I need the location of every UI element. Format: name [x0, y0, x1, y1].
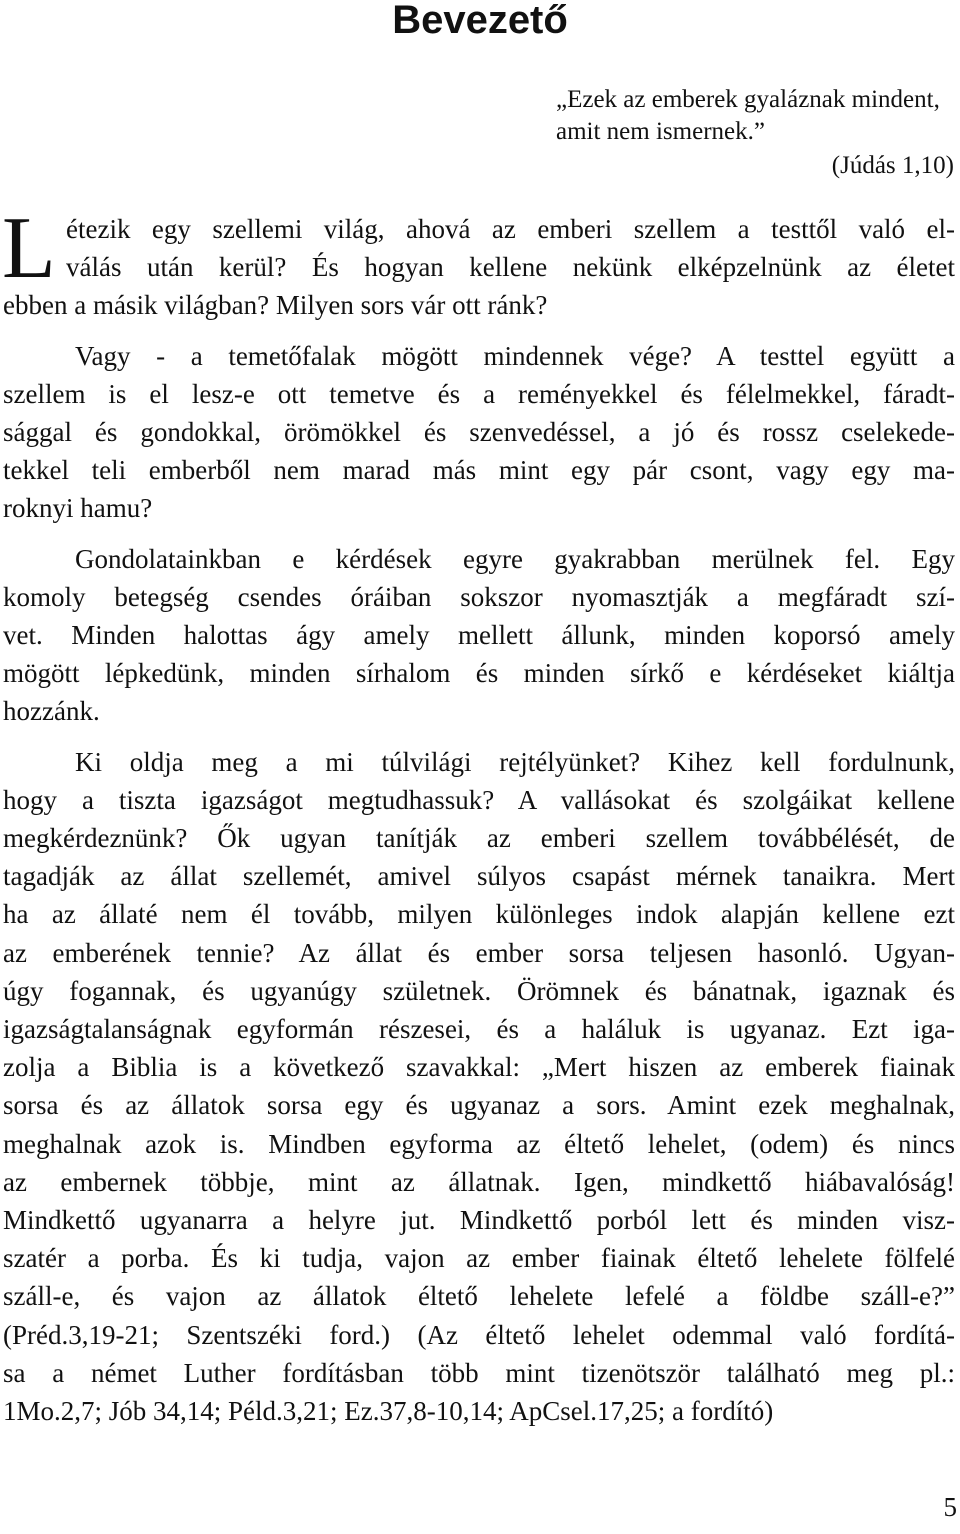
- epigraph-line: „Ezek az emberek gyaláznak mindent,: [556, 86, 940, 113]
- text-line: étezik egy szellemi világ, ahová az emberi szellem a testtől való el-: [66, 214, 955, 244]
- text-line: 1Mo.2,7; Jób 34,14; Péld.3,21; Ez.37,8-10,14; ApCsel.17,25; a fordító): [3, 1396, 774, 1427]
- text-line: szatér a porba. És ki tudja, vajon az ember fiainak éltető lehelete fölfelé: [3, 1243, 955, 1274]
- epigraph-citation: (Júdás 1,10): [831, 152, 954, 179]
- text-line: sa a német Luther fordításban több mint tizenötször található meg pl.:: [3, 1357, 955, 1388]
- text-line: úgy fogannak, és ugyanúgy születnek. Örömnek és bánatnak, igaznak és: [3, 975, 955, 1006]
- text-line: Gondolatainkban e kérdések egyre gyakrabban merülnek fel. Egy: [75, 543, 955, 574]
- text-line: sággal és gondokkal, örömökkel és szenvedéssel, a jó és rossz cselekede-: [3, 417, 955, 448]
- text-line: igazságtalanságnak egyformán részesei, és a haláluk is ugyanaz. Ezt iga-: [3, 1014, 955, 1045]
- text-line: megkérdeznünk? Ők ugyan tanítják az emberi szellem továbbélését, de: [3, 823, 955, 854]
- paragraph-1: [2, 200, 955, 325]
- body-text: [2, 200, 955, 1430]
- text-line: ha az állaté nem él tovább, milyen különleges indok alapján kellene ezt: [3, 899, 955, 930]
- text-line: Vagy - a temetőfalak mögött mindennek vége? A testtel együtt a: [75, 340, 955, 371]
- text-line: hozzánk.: [3, 696, 100, 727]
- text-line: vet. Minden halottas ágy amely mellett állunk, minden koporsó amely: [3, 620, 955, 651]
- drop-cap: L: [2, 200, 56, 297]
- text-line: roknyi hamu?: [3, 493, 153, 524]
- text-line: hogy a tiszta igazságot megtudhassuk? A vallásokat és szolgáikat kellene: [3, 784, 955, 815]
- text-line: ebben a másik világban? Milyen sors vár ott ránk?: [3, 290, 548, 321]
- text-line: tagadják az állat szellemét, amivel súlyos csapást mérnek tanaikra. Mert: [3, 861, 955, 892]
- text-line: Ki oldja meg a mi túlvilági rejtélyünket? Kihez kell fordulnunk,: [75, 746, 955, 777]
- paragraph-2: [3, 337, 955, 528]
- text-line: komoly betegség csendes óráiban sokszor nyomasztják a megfáradt szí-: [3, 581, 955, 612]
- paragraph-3: [3, 540, 955, 731]
- text-line: szellem is el lesz-e ott temetve és a reményekkel és félelmekkel, fáradt-: [3, 378, 955, 409]
- page-title: Bevezető: [392, 0, 568, 42]
- text-line: (Préd.3,19-21; Szentszéki ford.) (Az éltető lehelet odemmal való fordítá-: [3, 1319, 955, 1350]
- page-number: 5: [943, 1492, 957, 1522]
- epigraph-line: amit nem ismernek.”: [556, 118, 765, 145]
- text-line: mögött lépkedünk, minden sírhalom és minden sírkő e kérdéseket kiáltja: [3, 658, 955, 689]
- text-line: az emberének tennie? Az állat és ember sorsa teljesen hasonló. Ugyan-: [3, 937, 955, 968]
- text-line: válás után kerül? És hogyan kellene nekünk elképzelnünk az életet: [66, 252, 955, 283]
- text-line: sorsa és az állatok sorsa egy és ugyanaz a sors. Amint ezek meghalnak,: [3, 1090, 955, 1121]
- text-line: meghalnak azok is. Mindben egyforma az éltető lehelet, (odem) és nincs: [3, 1128, 955, 1159]
- paragraph-4: [3, 743, 955, 1431]
- epigraph: [556, 84, 956, 182]
- text-line: Mindkettő ugyanarra a helyre jut. Mindkettő porból lett és minden visz-: [3, 1205, 955, 1236]
- text-line: zolja a Biblia is a következő szavakkal: „Mert hiszen az emberek fiainak: [3, 1052, 955, 1083]
- text-line: az embernek többje, mint az állatnak. Igen, mindkettő hiábavalóság!: [3, 1166, 955, 1197]
- text-line: tekkel teli emberből nem marad más mint egy pár csont, vagy egy ma-: [3, 455, 955, 486]
- text-line: száll-e, és vajon az állatok éltető lehelete lefelé a földbe száll-e?”: [3, 1281, 955, 1312]
